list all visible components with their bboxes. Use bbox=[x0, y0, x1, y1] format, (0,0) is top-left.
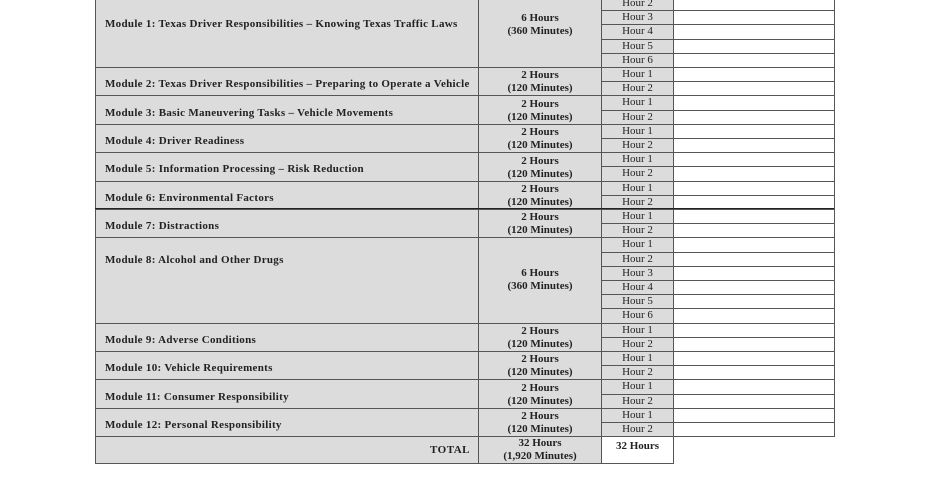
total-label bbox=[95, 436, 479, 464]
hour-slot-blank bbox=[673, 166, 835, 181]
module-name bbox=[95, 124, 479, 153]
hour-slot-blank bbox=[673, 294, 835, 309]
total-minutes: (1,920 Minutes) bbox=[503, 450, 577, 463]
duration-minutes: (120 Minutes) bbox=[507, 394, 573, 407]
hour-slot-blank bbox=[673, 10, 835, 25]
hour-slot-label: Hour 2 bbox=[601, 110, 674, 125]
total-duration bbox=[478, 436, 602, 464]
duration-hours: 2 Hours bbox=[521, 324, 559, 337]
duration-hours: 2 Hours bbox=[521, 353, 559, 366]
duration-hours: 2 Hours bbox=[521, 410, 559, 423]
hour-slot-label: Hour 1 bbox=[601, 351, 674, 366]
hour-slot-blank bbox=[673, 252, 835, 267]
module-name bbox=[95, 209, 479, 238]
duration-hours: 2 Hours bbox=[521, 97, 559, 110]
hour-slot-blank bbox=[673, 365, 835, 380]
module-duration bbox=[478, 67, 602, 96]
hour-slot-label: Hour 1 bbox=[601, 408, 674, 423]
module-duration bbox=[478, 95, 602, 124]
hour-slot-blank bbox=[673, 422, 835, 437]
hour-slot-blank bbox=[673, 67, 835, 82]
duration-minutes: (120 Minutes) bbox=[507, 337, 573, 350]
duration-minutes: (120 Minutes) bbox=[507, 139, 573, 152]
hour-slot-label: Hour 2 bbox=[601, 394, 674, 409]
hour-slot-label: Hour 2 bbox=[601, 252, 674, 267]
hour-slot-blank bbox=[673, 323, 835, 338]
duration-hours: 6 Hours bbox=[521, 267, 559, 280]
duration-minutes: (120 Minutes) bbox=[507, 224, 573, 237]
module-duration bbox=[478, 323, 602, 352]
hour-slot-label: Hour 3 bbox=[601, 266, 674, 281]
module-name-text: Module 10: Vehicle Requirements bbox=[105, 362, 273, 375]
module-duration bbox=[478, 152, 602, 181]
hour-slot-label: Hour 2 bbox=[601, 166, 674, 181]
duration-minutes: (360 Minutes) bbox=[507, 280, 573, 293]
hour-slot-blank bbox=[673, 337, 835, 352]
hour-slot-blank bbox=[673, 394, 835, 409]
hour-slot-blank bbox=[673, 152, 835, 167]
module-name-text: Module 12: Personal Responsibility bbox=[105, 418, 282, 431]
total-label-text: TOTAL bbox=[430, 443, 470, 456]
module-name bbox=[95, 408, 479, 437]
duration-minutes: (120 Minutes) bbox=[507, 167, 573, 180]
module-name-text: Module 5: Information Processing – Risk Reduction bbox=[105, 163, 364, 176]
hour-slot-label: Hour 1 bbox=[601, 379, 674, 394]
hour-slot-blank bbox=[673, 351, 835, 366]
module-name-text: Module 8: Alcohol and Other Drugs bbox=[105, 254, 284, 267]
module-name bbox=[95, 152, 479, 181]
module-name-text: Module 11: Consumer Responsibility bbox=[105, 390, 289, 403]
module-name-text: Module 4: Driver Readiness bbox=[105, 134, 245, 147]
hour-slot-blank bbox=[673, 209, 835, 224]
hour-slot-blank bbox=[673, 280, 835, 295]
duration-minutes: (120 Minutes) bbox=[507, 423, 573, 436]
hour-slot-label: Hour 1 bbox=[601, 323, 674, 338]
hour-slot-label: Hour 1 bbox=[601, 67, 674, 82]
hour-slot-label: Hour 2 bbox=[601, 223, 674, 238]
duration-hours: 2 Hours bbox=[521, 154, 559, 167]
module-name-text: Module 9: Adverse Conditions bbox=[105, 333, 257, 346]
hour-slot-label: Hour 2 bbox=[601, 195, 674, 210]
module-name bbox=[95, 379, 479, 408]
module-duration bbox=[478, 351, 602, 380]
hour-slot-blank bbox=[673, 379, 835, 394]
module-duration bbox=[478, 237, 602, 323]
module-name bbox=[95, 181, 479, 210]
module-name-text: Module 2: Texas Driver Responsibilities – Preparing to Operate a Vehicle bbox=[105, 78, 470, 91]
hour-slot-label: Hour 6 bbox=[601, 53, 674, 68]
hour-slot-label: Hour 1 bbox=[601, 181, 674, 196]
hour-slot-label: Hour 4 bbox=[601, 24, 674, 39]
module-duration bbox=[478, 0, 602, 68]
total-value: 32 Hours bbox=[601, 436, 674, 464]
duration-hours: 2 Hours bbox=[521, 69, 559, 82]
hour-slot-label: Hour 1 bbox=[601, 237, 674, 252]
hour-slot-label: Hour 2 bbox=[601, 138, 674, 153]
module-name-text: Module 1: Texas Driver Responsibilities – Knowing Texas Traffic Laws bbox=[105, 18, 458, 31]
duration-hours: 2 Hours bbox=[521, 381, 559, 394]
hour-slot-label: Hour 4 bbox=[601, 280, 674, 295]
module-name bbox=[95, 0, 479, 68]
duration-minutes: (120 Minutes) bbox=[507, 82, 573, 95]
module-name-text: Module 6: Environmental Factors bbox=[105, 191, 274, 204]
module-duration bbox=[478, 379, 602, 408]
duration-minutes: (120 Minutes) bbox=[507, 366, 573, 379]
module-duration bbox=[478, 181, 602, 210]
total-hours: 32 Hours bbox=[518, 437, 562, 450]
module-duration bbox=[478, 124, 602, 153]
duration-hours: 2 Hours bbox=[521, 211, 559, 224]
hour-slot-label: Hour 2 bbox=[601, 422, 674, 437]
hour-slot-label: Hour 1 bbox=[601, 124, 674, 139]
duration-minutes: (120 Minutes) bbox=[507, 110, 573, 123]
hour-slot-label: Hour 5 bbox=[601, 39, 674, 54]
hour-slot-blank bbox=[673, 308, 835, 323]
hour-slot-label: Hour 2 bbox=[601, 0, 674, 11]
module-name-text: Module 3: Basic Maneuvering Tasks – Vehicle Movements bbox=[105, 106, 394, 119]
hour-slot-blank bbox=[673, 138, 835, 153]
module-duration bbox=[478, 209, 602, 238]
hour-slot-blank bbox=[673, 266, 835, 281]
duration-minutes: (120 Minutes) bbox=[507, 195, 573, 208]
hour-slot-label: Hour 1 bbox=[601, 209, 674, 224]
cut-off-footnote bbox=[96, 480, 826, 486]
hour-slot-blank bbox=[673, 223, 835, 238]
module-name bbox=[95, 237, 479, 323]
hour-slot-label: Hour 2 bbox=[601, 81, 674, 96]
module-name-text: Module 7: Distractions bbox=[105, 220, 220, 233]
hour-slot-blank bbox=[673, 24, 835, 39]
hour-slot-blank bbox=[673, 53, 835, 68]
hour-slot-blank bbox=[673, 237, 835, 252]
module-name bbox=[95, 351, 479, 380]
hour-slot-label: Hour 3 bbox=[601, 10, 674, 25]
hour-slot-blank bbox=[673, 81, 835, 96]
hour-slot-blank bbox=[673, 110, 835, 125]
hour-slot-label: Hour 6 bbox=[601, 308, 674, 323]
duration-hours: 2 Hours bbox=[521, 126, 559, 139]
hour-slot-label: Hour 2 bbox=[601, 337, 674, 352]
hour-slot-label: Hour 2 bbox=[601, 365, 674, 380]
duration-hours: 2 Hours bbox=[521, 182, 559, 195]
hour-slot-blank bbox=[673, 95, 835, 110]
hour-slot-label: Hour 1 bbox=[601, 95, 674, 110]
duration-minutes: (360 Minutes) bbox=[507, 24, 573, 37]
module-name bbox=[95, 67, 479, 96]
hour-slot-label: Hour 5 bbox=[601, 294, 674, 309]
hour-slot-label: Hour 1 bbox=[601, 152, 674, 167]
module-name bbox=[95, 323, 479, 352]
hour-slot-blank bbox=[673, 124, 835, 139]
module-name bbox=[95, 95, 479, 124]
hour-slot-blank bbox=[673, 408, 835, 423]
hour-slot-blank bbox=[673, 39, 835, 54]
hour-slot-blank bbox=[673, 181, 835, 196]
module-duration bbox=[478, 408, 602, 437]
duration-hours: 6 Hours bbox=[521, 11, 559, 24]
